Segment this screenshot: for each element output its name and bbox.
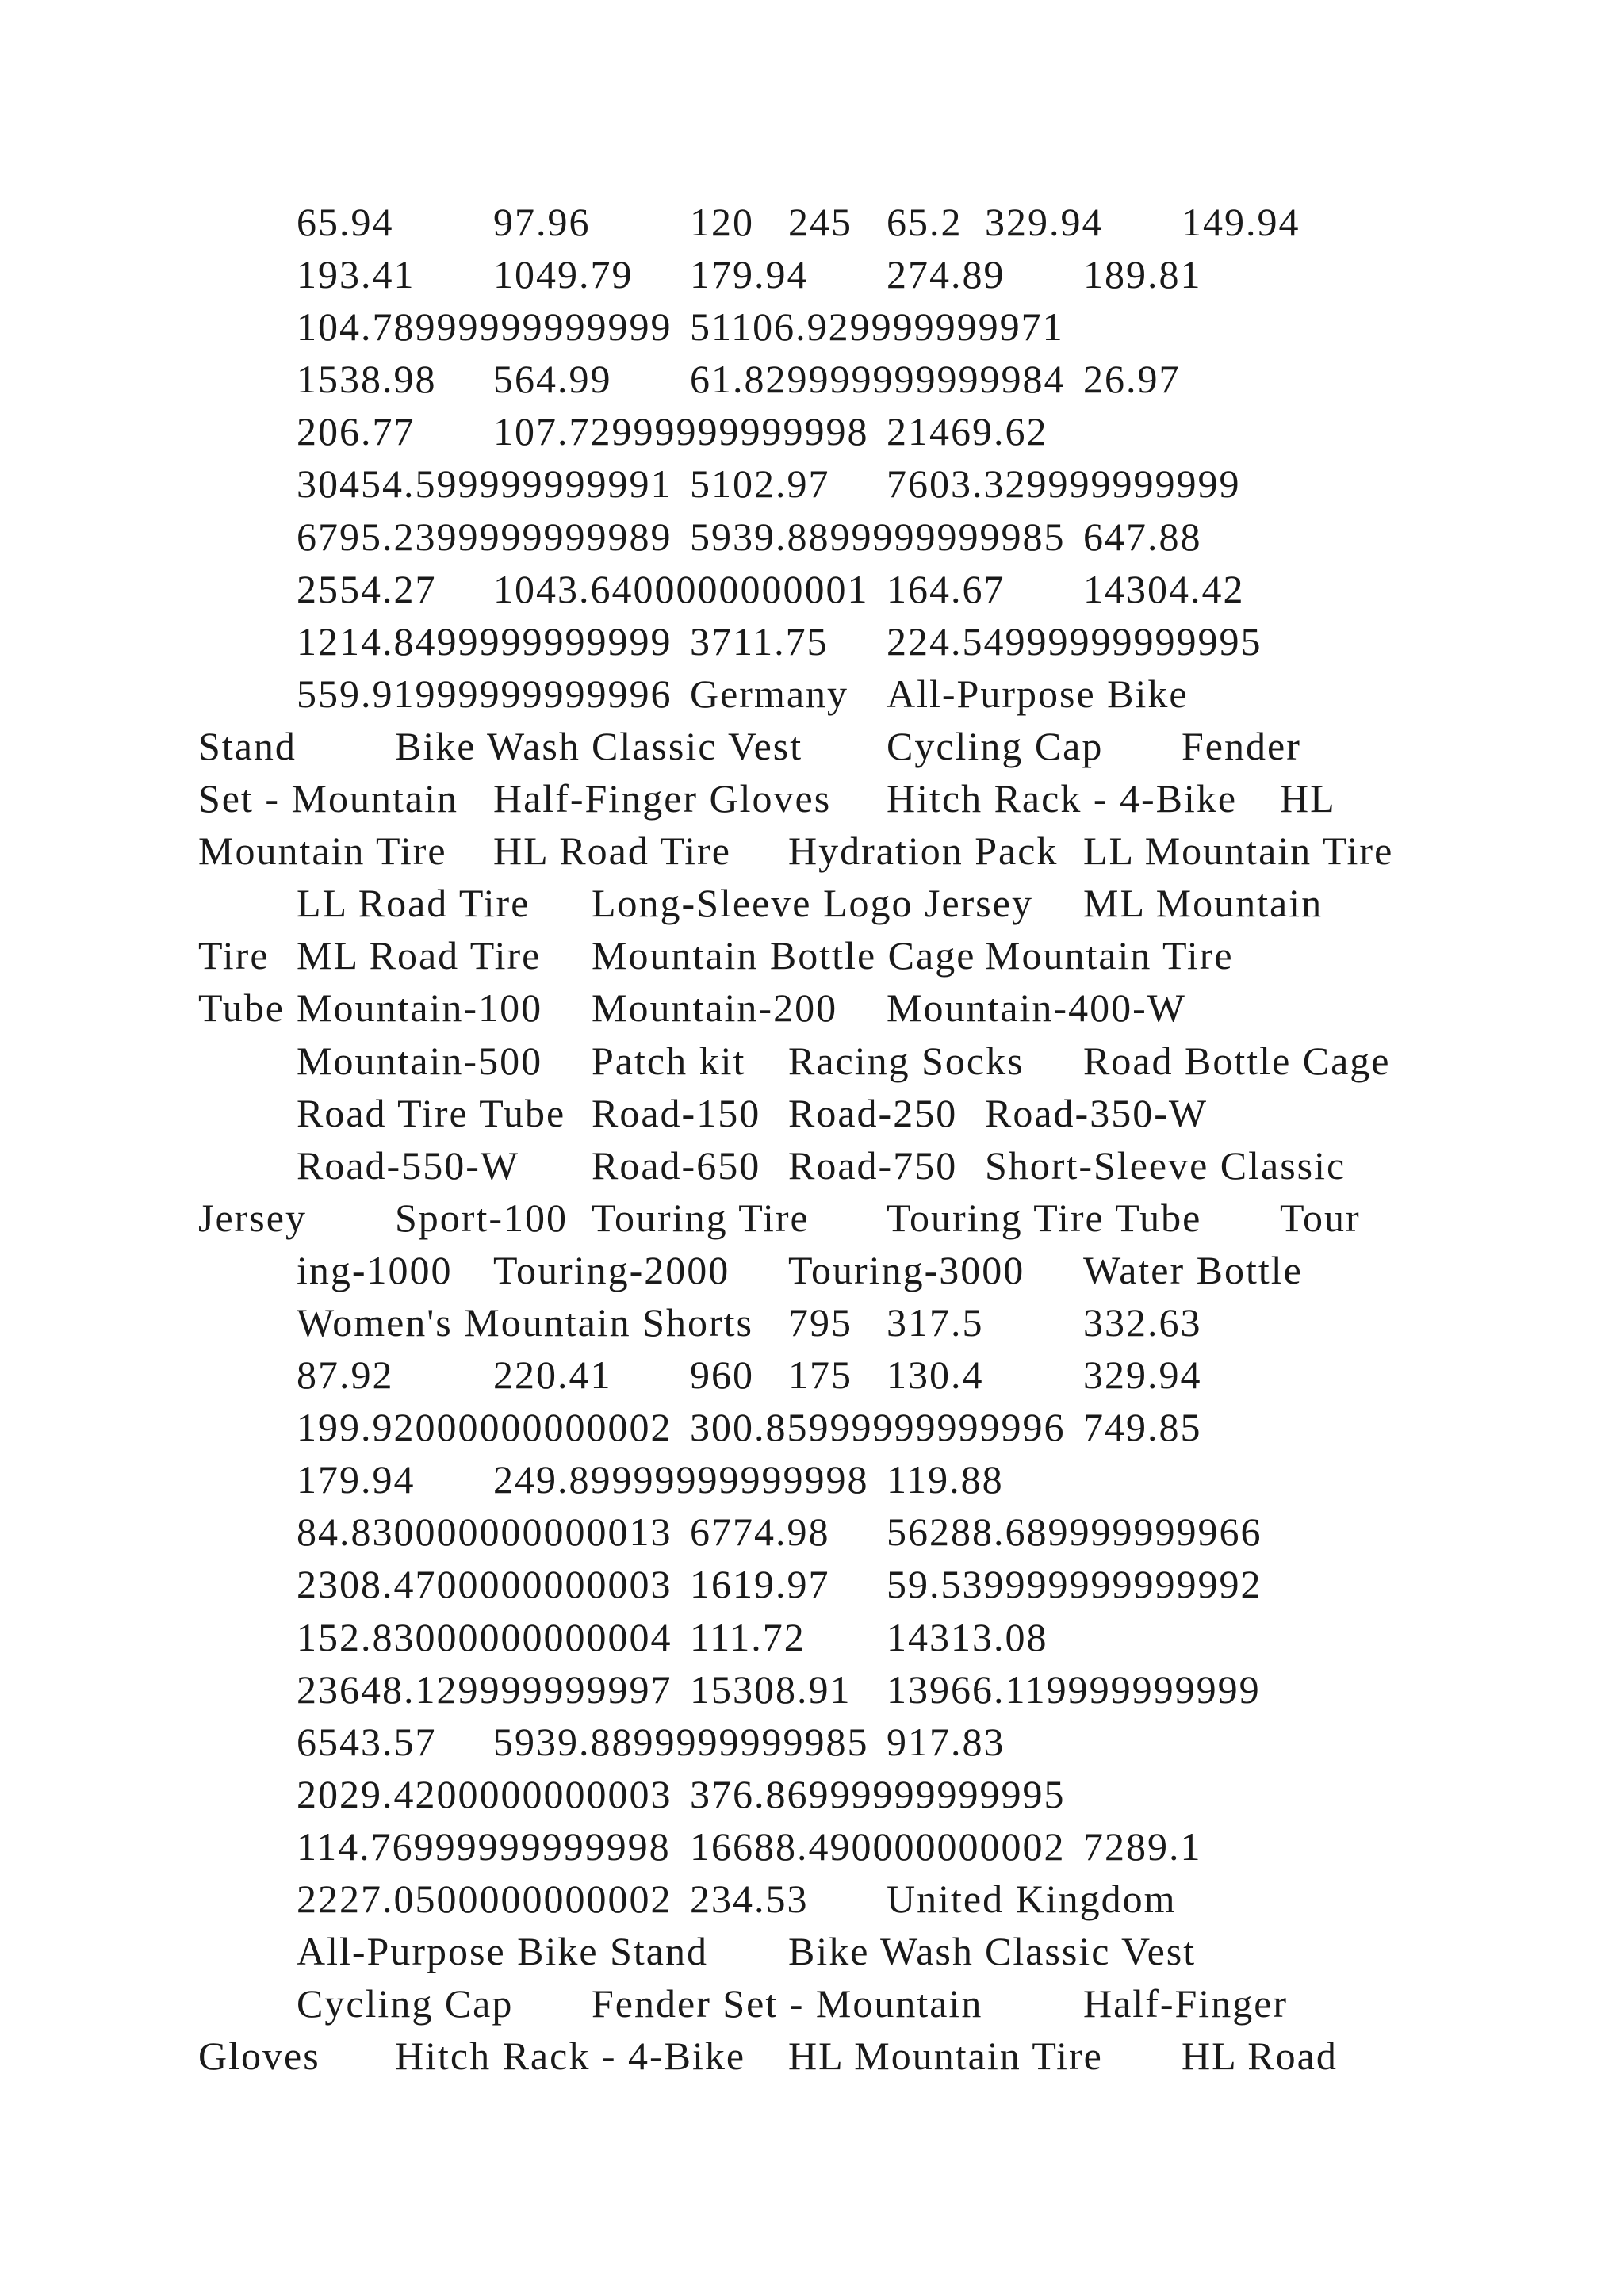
text-line: 179.94 249.89999999999998 119.88 xyxy=(198,1457,1004,1502)
text-line: 65.94 97.96 120 245 65.2 329.94 149.94 xyxy=(198,200,1300,244)
text-line: Road Tire Tube Road-150 Road-250 Road-350-W xyxy=(198,1090,1208,1135)
text-line: 559.91999999999996 Germany All-Purpose Bike xyxy=(198,671,1189,716)
text-line: Road-550-W Road-650 Road-750 Short-Sleeve Classic xyxy=(198,1142,1346,1188)
text-line: 199.92000000000002 300.85999999999996 749.85 xyxy=(198,1405,1202,1450)
text-line: 23648.129999999997 15308.91 13966.119999999999 xyxy=(198,1667,1261,1712)
text-line: Tube Mountain-100 Mountain-200 Mountain-400-W xyxy=(198,985,1186,1031)
text-line: 1538.98 564.99 61.829999999999984 26.97 xyxy=(198,357,1181,402)
text-line: All-Purpose Bike Stand Bike Wash Classic Vest xyxy=(198,1929,1197,1974)
text-line: Set - Mountain Half-Finger Gloves Hitch Rack - 4-Bike HL xyxy=(198,776,1336,821)
text-line: 2308.4700000000003 1619.97 59.539999999999992 xyxy=(198,1562,1262,1607)
text-line: 6795.2399999999989 5939.8899999999985 647.88 xyxy=(198,514,1202,559)
text-line: Women's Mountain Shorts 795 317.5 332.63 xyxy=(198,1299,1202,1345)
text-line: 1214.8499999999999 3711.75 224.54999999999995 xyxy=(198,618,1262,664)
text-line: ing-1000 Touring-2000 Touring-3000 Water Bottle xyxy=(198,1247,1303,1292)
text-line: LL Road Tire Long-Sleeve Logo Jersey ML Mountain xyxy=(198,881,1323,926)
text-line: Stand Bike Wash Classic Vest Cycling Cap Fender xyxy=(198,723,1301,768)
text-line: 87.92 220.41 960 175 130.4 329.94 xyxy=(198,1353,1202,1398)
text-line: 2554.27 1043.6400000000001 164.67 14304.42 xyxy=(198,566,1245,611)
document-text-block xyxy=(198,196,1435,2082)
text-line: 30454.599999999991 5102.97 7603.329999999999 xyxy=(198,461,1241,507)
text-line: 6543.57 5939.8899999999985 917.83 xyxy=(198,1719,1005,1764)
text-line: 2029.4200000000003 376.86999999999995 xyxy=(198,1771,1066,1816)
text-line: Jersey Sport-100 Touring Tire Touring Tire Tube Tour xyxy=(198,1195,1361,1240)
text-line: Tire ML Road Tire Mountain Bottle Cage Mountain Tire xyxy=(198,933,1234,978)
text-line: 114.76999999999998 16688.490000000002 7289.1 xyxy=(198,1823,1202,1869)
text-line: 193.41 1049.79 179.94 274.89 189.81 xyxy=(198,252,1202,297)
text-line: 104.78999999999999 51106.929999999971 xyxy=(198,304,1064,350)
text-line: Cycling Cap Fender Set - Mountain Half-Finger xyxy=(198,1981,1289,2026)
text-line: 84.830000000000013 6774.98 56288.689999999966 xyxy=(198,1510,1262,1555)
text-line: 206.77 107.72999999999998 21469.62 xyxy=(198,409,1048,454)
text-line: Mountain Tire HL Road Tire Hydration Pack LL Mountain Tire xyxy=(198,828,1394,874)
text-line: Mountain-500 Patch kit Racing Socks Road Bottle Cage xyxy=(198,1038,1391,1083)
text-line: 2227.0500000000002 234.53 United Kingdom xyxy=(198,1877,1177,1921)
text-line: 152.83000000000004 111.72 14313.08 xyxy=(198,1614,1048,1659)
text-line: Gloves Hitch Rack - 4-Bike HL Mountain Tire HL Road xyxy=(198,2034,1338,2079)
